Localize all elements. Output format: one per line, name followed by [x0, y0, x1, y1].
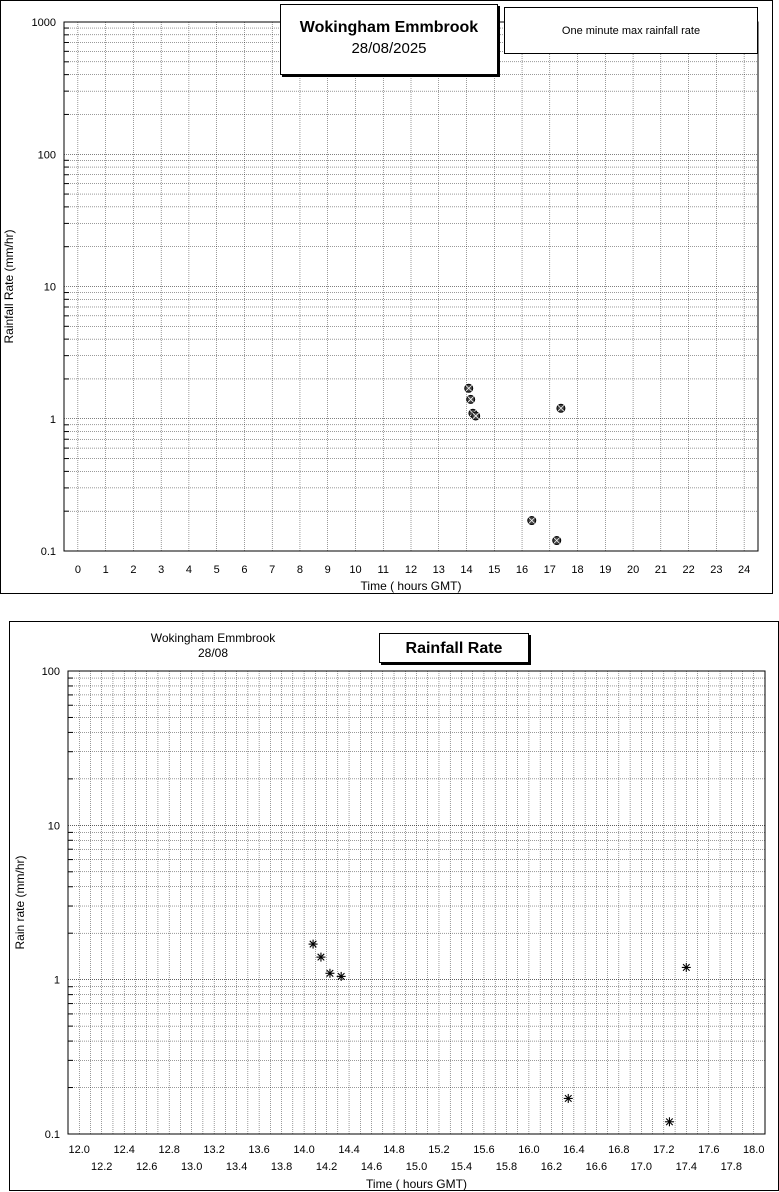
x-tick-label: 10 [349, 564, 362, 576]
x-tick-label: 12.4 [113, 1144, 135, 1156]
x-tick-label: 13 [432, 564, 445, 576]
y-tick-label: 1000 [31, 17, 56, 29]
data-point [325, 969, 334, 978]
x-tick-label: 15.0 [405, 1161, 428, 1173]
x-tick-label: 21 [654, 564, 667, 576]
data-point [553, 537, 561, 545]
x-tick-label: 15 [488, 564, 501, 576]
x-tick-label: 13.6 [248, 1144, 270, 1156]
data-point [467, 395, 475, 403]
x-tick-label: 3 [158, 564, 165, 576]
x-tick-label: 22 [682, 564, 695, 576]
chart-title-box [280, 4, 498, 75]
chart-date: 28/08/2025 [351, 40, 427, 57]
x-axis-title: Time ( hours GMT) [360, 579, 462, 593]
x-tick-label: 14.8 [383, 1144, 405, 1156]
x-tick-label: 4 [185, 564, 192, 576]
x-tick-label: 7 [269, 564, 276, 576]
x-tick-label: 12.2 [91, 1161, 113, 1173]
y-axis-title: Rain rate (mm/hr) [13, 855, 27, 950]
x-tick-label: 17.0 [630, 1161, 653, 1173]
y-axis-title: Rainfall Rate (mm/hr) [2, 229, 16, 344]
data-point [665, 1117, 674, 1126]
y-tick-label: 10 [47, 820, 60, 833]
x-tick-label: 16 [515, 564, 529, 576]
x-tick-label: 13.8 [270, 1161, 293, 1173]
x-tick-label: 5 [213, 564, 220, 576]
x-tick-label: 18.0 [743, 1144, 765, 1156]
x-tick-label: 17.8 [720, 1161, 742, 1173]
x-tick-label: 14.4 [338, 1144, 360, 1156]
x-tick-label: 17.2 [653, 1144, 675, 1156]
x-tick-label: 15.4 [450, 1161, 473, 1173]
daily-rainfall-chart-panel [0, 0, 773, 594]
station-name: Wokingham Emmbrook [150, 631, 276, 645]
x-tick-label: 13.4 [225, 1161, 248, 1173]
data-point [682, 963, 691, 972]
x-tick-label: 20 [626, 564, 640, 576]
x-tick-label: 17 [543, 564, 556, 576]
x-tick-label: 12.8 [158, 1144, 180, 1156]
data-point [465, 384, 473, 392]
y-tick-label: 0.1 [44, 1129, 60, 1141]
x-tick-label: 6 [241, 564, 248, 576]
x-tick-label: 16.2 [540, 1161, 563, 1173]
x-tick-label: 16.0 [518, 1144, 540, 1156]
x-tick-label: 24 [737, 564, 751, 576]
plot-frame [68, 671, 765, 1134]
x-tick-label: 12.6 [135, 1161, 158, 1173]
x-tick-label: 15.8 [495, 1161, 518, 1173]
daily-rainfall-chart [1, 1, 774, 595]
x-tick-label: 16.4 [563, 1144, 585, 1156]
x-tick-label: 23 [710, 564, 723, 576]
station-info [138, 631, 288, 661]
y-tick-label: 0.1 [40, 546, 56, 558]
x-tick-label: 18 [571, 564, 584, 576]
x-tick-label: 12 [404, 564, 418, 576]
data-point [472, 412, 480, 420]
chart-legend: One minute max rainfall rate [504, 7, 758, 54]
y-tick-label: 1 [53, 974, 60, 987]
data-point [564, 1094, 573, 1103]
data-point [557, 404, 565, 412]
data-point [528, 517, 536, 525]
x-tick-label: 14.0 [293, 1144, 315, 1156]
x-tick-label: 19 [599, 564, 612, 576]
data-point [337, 972, 346, 981]
x-tick-label: 13.2 [203, 1144, 225, 1156]
x-tick-label: 15.2 [428, 1144, 450, 1156]
x-tick-label: 16.8 [608, 1144, 630, 1156]
detail-rainfall-chart [10, 622, 779, 1192]
x-tick-label: 12.0 [68, 1144, 90, 1156]
chart-title: Rainfall Rate [379, 633, 529, 663]
data-point [316, 953, 325, 962]
data-point [309, 940, 318, 949]
station-date: 28/08 [197, 646, 229, 660]
x-tick-label: 9 [324, 564, 331, 576]
x-tick-label: 14 [460, 564, 473, 576]
x-tick-label: 0 [74, 564, 81, 576]
x-tick-label: 16.6 [585, 1161, 608, 1173]
x-tick-label: 11 [377, 564, 389, 576]
x-tick-label: 8 [296, 564, 304, 576]
y-tick-label: 10 [43, 281, 56, 294]
x-tick-label: 2 [130, 564, 137, 576]
x-tick-label: 13.0 [180, 1161, 203, 1173]
x-tick-label: 17.4 [675, 1161, 698, 1173]
x-tick-label: 14.2 [315, 1161, 338, 1173]
x-tick-label: 15.6 [473, 1144, 495, 1156]
x-tick-label: 17.6 [698, 1144, 720, 1156]
detail-rainfall-chart-panel [9, 621, 779, 1191]
y-tick-label: 100 [41, 666, 60, 678]
x-tick-label: 14.6 [360, 1161, 383, 1173]
y-tick-label: 100 [37, 149, 56, 162]
chart-title: Wokingham Emmbrook [299, 19, 479, 36]
x-axis-title: Time ( hours GMT) [366, 1177, 467, 1191]
y-tick-label: 1 [49, 413, 56, 426]
x-tick-label: 1 [102, 564, 109, 576]
